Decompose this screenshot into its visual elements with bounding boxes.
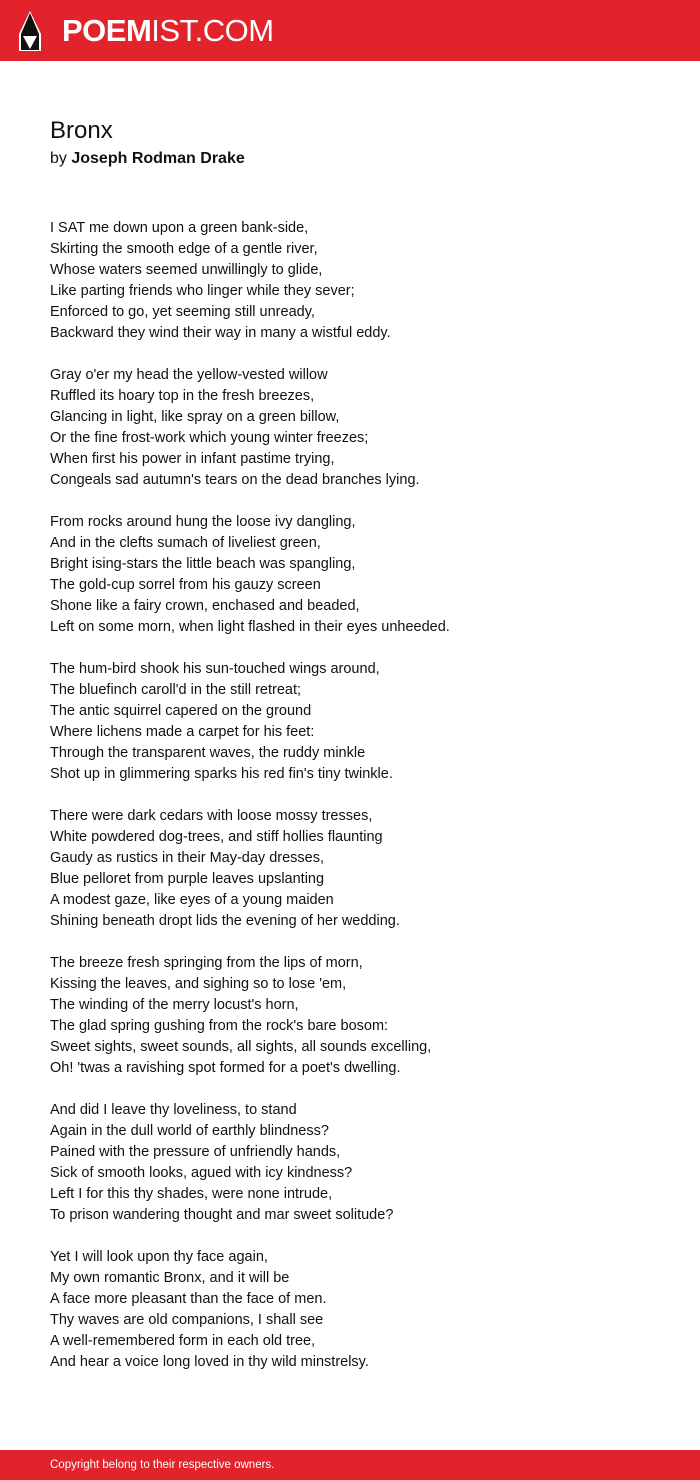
poem-line: Thy waves are old companions, I shall see <box>50 1312 324 1328</box>
poem-line: Kissing the leaves, and sighing so to lose 'em, <box>50 976 347 992</box>
stanza <box>50 806 670 932</box>
poem-line: Yet I will look upon thy face again, <box>50 1249 268 1265</box>
site-footer <box>0 1450 700 1480</box>
stanza <box>50 659 670 785</box>
site-header <box>0 0 700 61</box>
poem-line: Or the fine frost-work which young winter freezes; <box>50 430 369 446</box>
stanza <box>50 512 670 638</box>
poem-line: Shining beneath dropt lids the evening of her wedding. <box>50 913 400 929</box>
poem-line: Backward they wind their way in many a wistful eddy. <box>50 325 391 341</box>
poem-line: A modest gaze, like eyes of a young maiden <box>50 892 334 908</box>
poem-line: Again in the dull world of earthly blindness? <box>50 1123 329 1139</box>
poem-line: Ruffled its hoary top in the fresh breezes, <box>50 388 315 404</box>
poem-line: Oh! 'twas a ravishing spot formed for a poet's dwelling. <box>50 1060 401 1076</box>
poem-line: Pained with the pressure of unfriendly hands, <box>50 1144 341 1160</box>
stanza <box>50 1247 670 1373</box>
poem-author: Joseph Rodman Drake <box>71 150 245 167</box>
poem-line: Enforced to go, yet seeming still unready, <box>50 304 315 320</box>
poem-line: And in the clefts sumach of liveliest green, <box>50 535 321 551</box>
stanza <box>50 218 670 344</box>
copyright-text: Copyright belong to their respective owners. <box>50 1459 275 1471</box>
poem-line: A well-remembered form in each old tree, <box>50 1333 316 1349</box>
poem-line: Skirting the smooth edge of a gentle river, <box>50 241 318 257</box>
poem-line: Sweet sights, sweet sounds, all sights, all sounds excelling, <box>50 1039 432 1055</box>
poem-line: Left on some morn, when light flashed in their eyes unheeded. <box>50 619 450 635</box>
poem-byline <box>50 148 245 170</box>
poem-line: The breeze fresh springing from the lips of morn, <box>50 955 363 971</box>
pencil-nib-icon <box>17 10 43 52</box>
poem-line: The glad spring gushing from the rock's bare bosom: <box>50 1018 389 1034</box>
poem-body <box>50 218 670 1394</box>
poem-line: Bright ising-stars the little beach was spangling, <box>50 556 356 572</box>
site-logo[interactable] <box>62 12 274 50</box>
poem-line: The hum-bird shook his sun-touched wings around, <box>50 661 380 677</box>
logo-light-text: IST.COM <box>151 13 274 48</box>
poem-line: Where lichens made a carpet for his feet: <box>50 724 315 740</box>
stanza <box>50 365 670 491</box>
poem-line: Like parting friends who linger while they sever; <box>50 283 355 299</box>
poem-line: Through the transparent waves, the ruddy minkle <box>50 745 366 761</box>
poem-line: The winding of the merry locust's horn, <box>50 997 299 1013</box>
poem-line: The gold-cup sorrel from his gauzy screen <box>50 577 321 593</box>
poem-line: When first his power in infant pastime trying, <box>50 451 335 467</box>
stanza <box>50 1100 670 1226</box>
poem-line: My own romantic Bronx, and it will be <box>50 1270 290 1286</box>
by-label: by <box>50 150 67 167</box>
poem-line: To prison wandering thought and mar sweet solitude? <box>50 1207 394 1223</box>
poem-line: The bluefinch caroll'd in the still retreat; <box>50 682 302 698</box>
poem-line: There were dark cedars with loose mossy tresses, <box>50 808 373 824</box>
poem-title: Bronx <box>50 117 113 144</box>
poem-line: I SAT me down upon a green bank-side, <box>50 220 309 236</box>
poem-line: Sick of smooth looks, agued with icy kindness? <box>50 1165 353 1181</box>
poem-line: Blue pelloret from purple leaves upslanting <box>50 871 325 887</box>
poem-line: And did I leave thy loveliness, to stand <box>50 1102 297 1118</box>
poem-line: Glancing in light, like spray on a green billow, <box>50 409 340 425</box>
poem-line: Gray o'er my head the yellow-vested willow <box>50 367 328 383</box>
poem-line: Shot up in glimmering sparks his red fin's tiny twinkle. <box>50 766 393 782</box>
poem-line: Congeals sad autumn's tears on the dead branches lying. <box>50 472 420 488</box>
poem-line: White powdered dog-trees, and stiff hollies flaunting <box>50 829 383 845</box>
poem-line: The antic squirrel capered on the ground <box>50 703 312 719</box>
poem-line: Gaudy as rustics in their May-day dresses, <box>50 850 324 866</box>
poem-line: A face more pleasant than the face of men. <box>50 1291 327 1307</box>
stanza <box>50 953 670 1079</box>
poem-line: Shone like a fairy crown, enchased and beaded, <box>50 598 360 614</box>
logo-bold-text: POEM <box>62 13 152 48</box>
poem-line: Whose waters seemed unwillingly to glide, <box>50 262 323 278</box>
poem-line: From rocks around hung the loose ivy dangling, <box>50 514 356 530</box>
poem-line: And hear a voice long loved in thy wild minstrelsy. <box>50 1354 369 1370</box>
poem-line: Left I for this thy shades, were none intrude, <box>50 1186 333 1202</box>
